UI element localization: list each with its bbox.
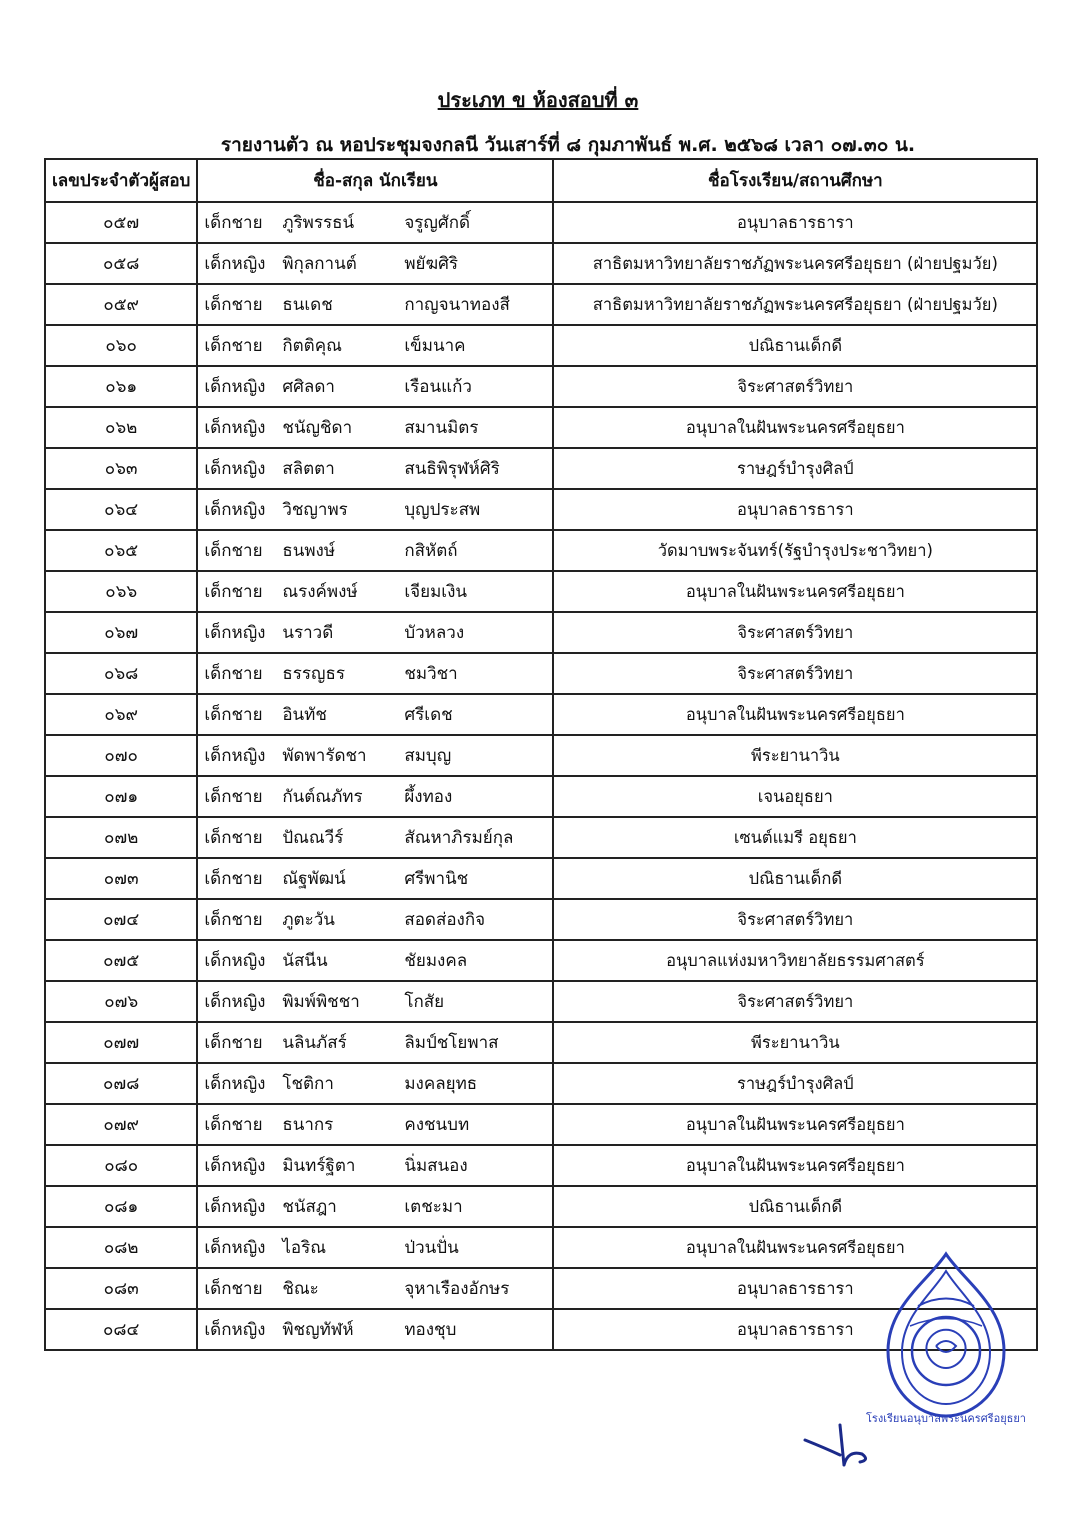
- table-row: [45, 202, 1037, 243]
- school-name-cell: อนุบาลในฝันพระนครศรีอยุธยา: [553, 1145, 1037, 1186]
- exam-id-cell: ๐๖๙: [45, 694, 197, 735]
- school-name-cell: พีระยานาวิน: [553, 735, 1037, 776]
- student-name-cell: [197, 694, 553, 735]
- first-name: ภูตะวัน: [282, 910, 335, 930]
- last-name: สอดส่องกิจ: [404, 910, 486, 930]
- name-prefix: เด็กหญิง: [204, 500, 266, 520]
- table-row: [45, 1104, 1037, 1145]
- student-name-cell: [197, 981, 553, 1022]
- exam-id-cell: ๐๗๓: [45, 858, 197, 899]
- school-name-cell: สาธิตมหาวิทยาลัยราชภัฏพระนครศรีอยุธยา (ฝ่ายปฐมวัย): [553, 284, 1037, 325]
- last-name: เจียมเงิน: [404, 582, 468, 602]
- student-name-cell: [197, 325, 553, 366]
- first-name: นราวดี: [282, 623, 334, 643]
- first-name: พัดพารัดชา: [282, 746, 367, 766]
- last-name: ศรีเดช: [404, 705, 453, 725]
- first-name: อินทัช: [282, 705, 327, 725]
- last-name: สมานมิตร: [404, 418, 479, 438]
- student-name-cell: [197, 284, 553, 325]
- last-name: จรูญศักดิ์: [404, 213, 471, 233]
- table-row: [45, 612, 1037, 653]
- exam-id-cell: ๐๗๒: [45, 817, 197, 858]
- first-name: สลิตตา: [282, 459, 335, 479]
- name-prefix: เด็กชาย: [204, 828, 263, 848]
- exam-id-cell: ๐๘๑: [45, 1186, 197, 1227]
- last-name: มงคลยุทธ: [404, 1074, 478, 1094]
- name-prefix: เด็กหญิง: [204, 623, 266, 643]
- student-name-cell: [197, 1145, 553, 1186]
- last-name: จุหาเรืองอักษร: [404, 1279, 510, 1299]
- school-name-cell: อนุบาลในฝันพระนครศรีอยุธยา: [553, 571, 1037, 612]
- signature-icon: [800, 1410, 910, 1470]
- exam-id-cell: ๐๖๘: [45, 653, 197, 694]
- name-prefix: เด็กชาย: [204, 582, 263, 602]
- student-name-cell: [197, 530, 553, 571]
- student-name-cell: [197, 407, 553, 448]
- name-prefix: เด็กชาย: [204, 664, 263, 684]
- exam-id-cell: ๐๗๑: [45, 776, 197, 817]
- exam-id-cell: ๐๖๔: [45, 489, 197, 530]
- student-name-cell: [197, 1186, 553, 1227]
- school-name-cell: จิระศาสตร์วิทยา: [553, 981, 1037, 1022]
- exam-id-cell: ๐๖๖: [45, 571, 197, 612]
- first-name: ณัฐพัฒน์: [282, 869, 346, 889]
- last-name: โกสัย: [404, 992, 445, 1012]
- exam-id-cell: ๐๗๐: [45, 735, 197, 776]
- table-row: [45, 940, 1037, 981]
- exam-id-cell: ๐๖๕: [45, 530, 197, 571]
- table-row: [45, 858, 1037, 899]
- first-name: มินทร์ฐิตา: [282, 1156, 356, 1176]
- first-name: พิชญทัฬห์: [282, 1320, 354, 1340]
- last-name: เรือนแก้ว: [404, 377, 472, 397]
- first-name: ชนัญชิดา: [282, 418, 353, 438]
- name-prefix: เด็กหญิง: [204, 459, 266, 479]
- exam-id-cell: ๐๘๐: [45, 1145, 197, 1186]
- last-name: เข็มนาค: [404, 336, 466, 356]
- school-name-cell: สาธิตมหาวิทยาลัยราชภัฏพระนครศรีอยุธยา (ฝ่ายปฐมวัย): [553, 243, 1037, 284]
- student-name-cell: [197, 366, 553, 407]
- first-name: ศศิลดา: [282, 377, 335, 397]
- page-subtitle: รายงานตัว ณ หอประชุมจงกลนี วันเสาร์ที่ ๘ กุมภาพันธ์ พ.ศ. ๒๕๖๘ เวลา ๐๗.๓๐ น.: [220, 134, 916, 156]
- school-name-cell: เจนอยุธยา: [553, 776, 1037, 817]
- school-name-cell: อนุบาลในฝันพระนครศรีอยุธยา: [553, 1227, 1037, 1268]
- student-name-cell: [197, 243, 553, 284]
- school-name-cell: จิระศาสตร์วิทยา: [553, 366, 1037, 407]
- name-prefix: เด็กชาย: [204, 1115, 263, 1135]
- school-name-cell: จิระศาสตร์วิทยา: [553, 899, 1037, 940]
- name-prefix: เด็กชาย: [204, 541, 263, 561]
- student-name-cell: [197, 1309, 553, 1350]
- last-name: ชมวิชา: [404, 664, 458, 684]
- table-row: [45, 243, 1037, 284]
- last-name: สมบุญ: [404, 746, 452, 766]
- last-name: พยัฆศิริ: [404, 254, 459, 274]
- exam-id-cell: ๐๕๗: [45, 202, 197, 243]
- student-name-cell: [197, 1227, 553, 1268]
- school-name-cell: จิระศาสตร์วิทยา: [553, 653, 1037, 694]
- student-name-cell: [197, 202, 553, 243]
- exam-id-cell: ๐๘๓: [45, 1268, 197, 1309]
- exam-id-cell: ๐๗๗: [45, 1022, 197, 1063]
- exam-id-cell: ๐๖๓: [45, 448, 197, 489]
- table-row: [45, 653, 1037, 694]
- first-name: ธนากร: [282, 1115, 334, 1135]
- exam-id-cell: ๐๗๔: [45, 899, 197, 940]
- last-name: บัวหลวง: [404, 623, 465, 643]
- student-name-cell: [197, 1063, 553, 1104]
- name-prefix: เด็กหญิง: [204, 1238, 266, 1258]
- school-name-cell: อนุบาลในฝันพระนครศรีอยุธยา: [553, 407, 1037, 448]
- first-name: ณรงค์พงษ์: [282, 582, 358, 602]
- table-row: [45, 489, 1037, 530]
- name-prefix: เด็กชาย: [204, 1279, 263, 1299]
- table-header-row: [45, 159, 1037, 202]
- name-prefix: เด็กชาย: [204, 787, 263, 807]
- name-prefix: เด็กชาย: [204, 295, 263, 315]
- student-name-cell: [197, 940, 553, 981]
- school-name-cell: อนุบาลธารธารา: [553, 489, 1037, 530]
- first-name: ธรรญธร: [282, 664, 345, 684]
- table-row: [45, 284, 1037, 325]
- exam-id-cell: ๐๘๔: [45, 1309, 197, 1350]
- table-row: [45, 407, 1037, 448]
- name-prefix: เด็กชาย: [204, 213, 263, 233]
- name-prefix: เด็กหญิง: [204, 1074, 266, 1094]
- table-row: [45, 448, 1037, 489]
- last-name: สัณหาภิรมย์กุล: [404, 828, 514, 848]
- name-prefix: เด็กชาย: [204, 705, 263, 725]
- school-name-cell: ปณิธานเด็กดี: [553, 325, 1037, 366]
- first-name: นัสนีน: [282, 951, 328, 971]
- name-prefix: เด็กหญิง: [204, 992, 266, 1012]
- name-prefix: เด็กชาย: [204, 1033, 263, 1053]
- name-prefix: เด็กชาย: [204, 910, 263, 930]
- first-name: วิชญาพร: [282, 500, 348, 520]
- school-name-cell: อนุบาลในฝันพระนครศรีอยุธยา: [553, 1104, 1037, 1145]
- school-name-cell: ปณิธานเด็กดี: [553, 1186, 1037, 1227]
- table-row: [45, 817, 1037, 858]
- table-row: [45, 366, 1037, 407]
- name-prefix: เด็กชาย: [204, 336, 263, 356]
- name-prefix: เด็กชาย: [204, 869, 263, 889]
- first-name: ชนัสฎา: [282, 1197, 337, 1217]
- column-header-id: เลขประจำตัวผู้สอบ: [45, 159, 197, 202]
- exam-id-cell: ๐๗๙: [45, 1104, 197, 1145]
- page-title: [0, 84, 1076, 116]
- first-name: กิตติคุณ: [282, 336, 342, 356]
- exam-id-cell: ๐๕๘: [45, 243, 197, 284]
- student-name-cell: [197, 1022, 553, 1063]
- first-name: พิมพ์พิชชา: [282, 992, 360, 1012]
- school-seal-icon: [858, 1246, 1033, 1426]
- school-name-cell: อนุบาลในฝันพระนครศรีอยุธยา: [553, 694, 1037, 735]
- last-name: บุญประสพ: [404, 500, 481, 520]
- table-row: [45, 530, 1037, 571]
- name-prefix: เด็กหญิง: [204, 746, 266, 766]
- exam-id-cell: ๐๗๘: [45, 1063, 197, 1104]
- school-name-cell: อนุบาลธารธารา: [553, 1268, 1037, 1309]
- exam-id-cell: ๐๗๕: [45, 940, 197, 981]
- table-row: [45, 899, 1037, 940]
- school-name-cell: เซนต์แมรี อยุธยา: [553, 817, 1037, 858]
- first-name: ธนพงษ์: [282, 541, 336, 561]
- exam-id-cell: ๐๖๗: [45, 612, 197, 653]
- column-header-school: ชื่อโรงเรียน/สถานศึกษา: [553, 159, 1037, 202]
- first-name: ธนเดช: [282, 295, 333, 315]
- table-row: [45, 694, 1037, 735]
- table-row: [45, 981, 1037, 1022]
- school-name-cell: อนุบาลธารธารา: [553, 202, 1037, 243]
- last-name: ลิมป์ชโยพาส: [404, 1033, 499, 1053]
- last-name: สนธิพิรุฬห์ศิริ: [404, 459, 500, 479]
- exam-id-cell: ๐๗๖: [45, 981, 197, 1022]
- first-name: ภูริพรรธน์: [282, 213, 355, 233]
- student-name-cell: [197, 735, 553, 776]
- first-name: กันต์ณภัทร: [282, 787, 363, 807]
- last-name: กสิหัตถ์: [404, 541, 458, 561]
- student-name-cell: [197, 899, 553, 940]
- name-prefix: เด็กหญิง: [204, 254, 266, 274]
- table-row: [45, 735, 1037, 776]
- exam-id-cell: ๐๘๒: [45, 1227, 197, 1268]
- page-title-text: ประเภท ข ห้องสอบที่ ๓: [437, 88, 639, 112]
- school-name-cell: ปณิธานเด็กดี: [553, 858, 1037, 899]
- student-name-cell: [197, 1104, 553, 1145]
- student-name-cell: [197, 817, 553, 858]
- student-name-cell: [197, 489, 553, 530]
- table-row: [45, 776, 1037, 817]
- last-name: นิ่มสนอง: [404, 1156, 468, 1176]
- school-name-cell: พีระยานาวิน: [553, 1022, 1037, 1063]
- table-row: [45, 1022, 1037, 1063]
- exam-id-cell: ๐๕๙: [45, 284, 197, 325]
- first-name: พิกุลกานต์: [282, 254, 357, 274]
- school-name-cell: จิระศาสตร์วิทยา: [553, 612, 1037, 653]
- first-name: นลินภัสร์: [282, 1033, 347, 1053]
- first-name: ไอริณ: [282, 1238, 327, 1258]
- school-name-cell: ราษฎร์บำรุงศิลป์: [553, 448, 1037, 489]
- exam-id-cell: ๐๖๑: [45, 366, 197, 407]
- table-row: [45, 1063, 1037, 1104]
- exam-roster-table: [44, 158, 1038, 1351]
- last-name: กาญจนาทองสี: [404, 295, 510, 315]
- student-name-cell: [197, 776, 553, 817]
- student-name-cell: [197, 448, 553, 489]
- last-name: ศรีพานิช: [404, 869, 469, 889]
- student-name-cell: [197, 858, 553, 899]
- name-prefix: เด็กหญิง: [204, 1320, 266, 1340]
- school-name-cell: อนุบาลแห่งมหาวิทยาลัยธรรมศาสตร์: [553, 940, 1037, 981]
- column-header-name: ชื่อ-สกุล นักเรียน: [197, 159, 553, 202]
- last-name: ป่วนปั่น: [404, 1238, 459, 1258]
- last-name: คงชนบท: [404, 1115, 470, 1135]
- school-name-cell: ราษฎร์บำรุงศิลป์: [553, 1063, 1037, 1104]
- name-prefix: เด็กหญิง: [204, 418, 266, 438]
- table-row: [45, 1186, 1037, 1227]
- exam-id-cell: ๐๖๒: [45, 407, 197, 448]
- school-name-cell: วัดมาบพระจันทร์(รัฐบำรุงประชาวิทยา): [553, 530, 1037, 571]
- table-body: [45, 202, 1037, 1350]
- last-name: เตชะมา: [404, 1197, 463, 1217]
- name-prefix: เด็กหญิง: [204, 377, 266, 397]
- exam-id-cell: ๐๖๐: [45, 325, 197, 366]
- table-row: [45, 1145, 1037, 1186]
- school-name-cell: อนุบาลธารธารา: [553, 1309, 1037, 1350]
- last-name: ทองชุบ: [404, 1320, 457, 1340]
- table-row: [45, 325, 1037, 366]
- last-name: ชัยมงคล: [404, 951, 468, 971]
- student-name-cell: [197, 571, 553, 612]
- name-prefix: เด็กหญิง: [204, 1197, 266, 1217]
- table-row: [45, 571, 1037, 612]
- first-name: ปัณณวีร์: [282, 828, 344, 848]
- first-name: โชติกา: [282, 1074, 334, 1094]
- first-name: ชิณะ: [282, 1279, 319, 1299]
- student-name-cell: [197, 1268, 553, 1309]
- student-name-cell: [197, 653, 553, 694]
- svg-text:โรงเรียนอนุบาลพระนครศรีอยุธยา: โรงเรียนอนุบาลพระนครศรีอยุธยา: [866, 1412, 1026, 1425]
- last-name: ผึ้งทอง: [404, 787, 453, 807]
- name-prefix: เด็กหญิง: [204, 1156, 266, 1176]
- name-prefix: เด็กหญิง: [204, 951, 266, 971]
- student-name-cell: [197, 612, 553, 653]
